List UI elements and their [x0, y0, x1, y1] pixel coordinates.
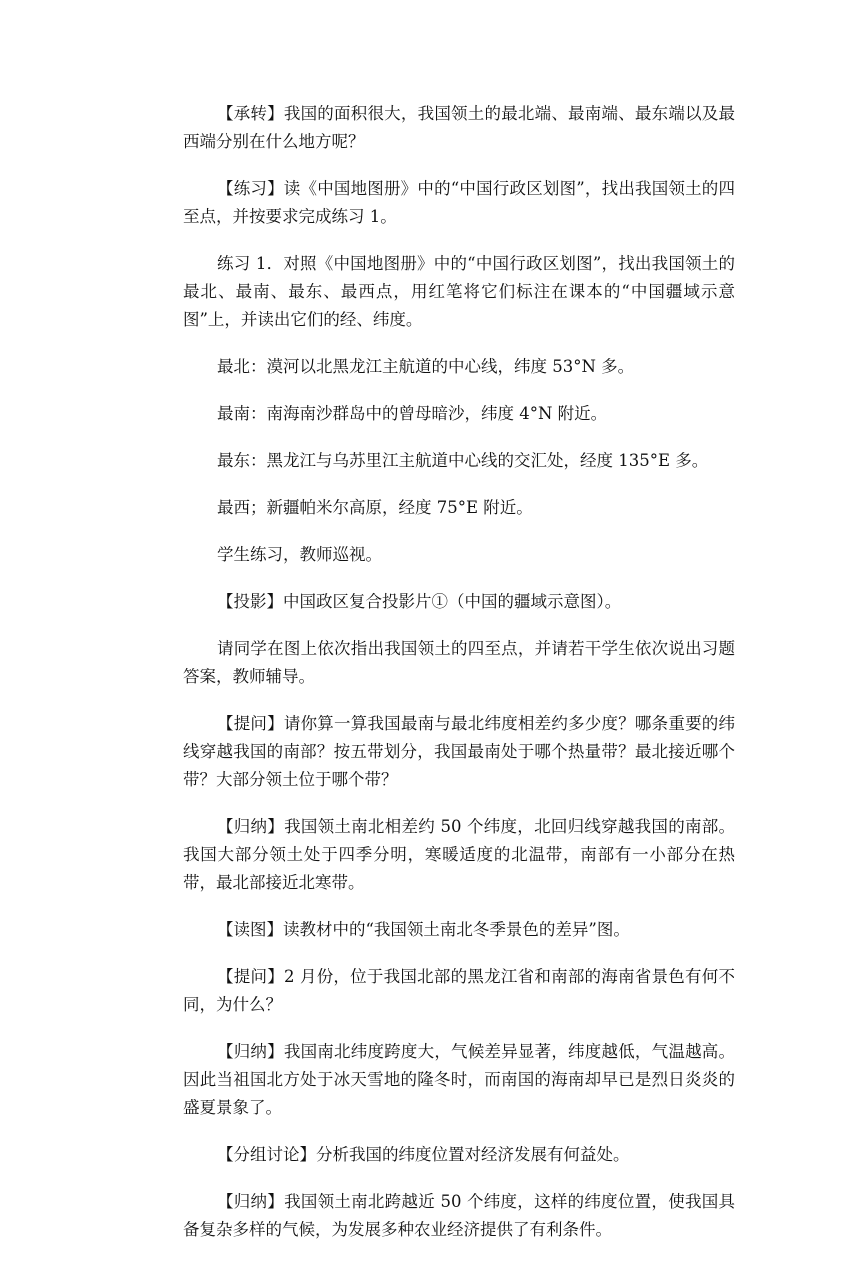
paragraph-westmost: [183, 494, 735, 522]
paragraph-text: 分析我国的纬度位置对经济发展有何益处。: [316, 1145, 630, 1164]
paragraph-text: 中国政区复合投影片①（中国的疆域示意图）。: [283, 592, 622, 611]
paragraph-text: 读《中国地图册》中的“中国行政区划图”，找出我国领土的四至点，并按要求完成练习 1。: [183, 179, 736, 226]
paragraph-tag: 【提问】: [217, 714, 284, 733]
paragraph-text: 请你算一算我国最南与最北纬度相差约多少度？哪条重要的纬线穿越我国的南部？按五带划分，我国最南处于哪个热量带？最北接近哪个带？大部分领土位于哪个带？: [183, 714, 736, 789]
paragraph-read-figure: [183, 916, 735, 944]
paragraph-tag: 【归纳】: [217, 1042, 284, 1061]
paragraph-tag: 【归纳】: [217, 1192, 285, 1211]
paragraph-practice: [183, 175, 735, 231]
paragraph-text: 最东：黑龙江与乌苏里江主航道中心线的交汇处，经度 135°E 多。: [217, 451, 709, 470]
paragraph-text: 最北：漠河以北黑龙江主航道的中心线，纬度 53°N 多。: [217, 357, 635, 376]
paragraph-transition: [183, 100, 735, 156]
paragraph-exercise-1: [183, 250, 735, 334]
paragraph-tag: 【提问】: [217, 967, 284, 986]
paragraph-summary-economy: [183, 1188, 735, 1244]
paragraph-student-practice: [183, 541, 735, 569]
paragraph-eastmost: [183, 447, 735, 475]
paragraph-text: 我国南北纬度跨度大，气候差异显著，纬度越低，气温越高。因此当祖国北方处于冰天雪地的隆冬时，而南国的海南却早已是烈日炎炎的盛夏景象了。: [183, 1042, 736, 1117]
paragraph-tag: 【读图】: [217, 920, 283, 939]
paragraph-text: 请同学在图上依次指出我国领土的四至点，并请若干学生依次说出习题答案，教师辅导。: [183, 639, 735, 686]
paragraph-text: 最西；新疆帕米尔高原，经度 75°E 附近。: [217, 498, 533, 517]
document-body: [183, 100, 735, 1263]
paragraph-northmost: [183, 353, 735, 381]
paragraph-text: 我国领土南北跨越近 50 个纬度，这样的纬度位置，使我国具备复杂多样的气候，为发展多种农业经济提供了有利条件。: [183, 1192, 735, 1239]
paragraph-text: 我国的面积很大，我国领土的最北端、最南端、最东端以及最西端分别在什么地方呢？: [183, 104, 736, 151]
paragraph-tag: 【归纳】: [217, 817, 285, 836]
paragraph-point-out: [183, 635, 735, 691]
paragraph-tag: 【分组讨论】: [217, 1145, 316, 1164]
paragraph-summary-climate: [183, 1038, 735, 1122]
paragraph-text: 2 月份，位于我国北部的黑龙江省和南部的海南省景色有何不同，为什么？: [183, 967, 735, 1014]
paragraph-tag: 【练习】: [217, 179, 284, 198]
paragraph-group-discussion: [183, 1141, 735, 1169]
paragraph-question-february: [183, 963, 735, 1019]
paragraph-question-latitude: [183, 710, 735, 794]
paragraph-text: 最南：南海南沙群岛中的曾母暗沙，纬度 4°N 附近。: [217, 404, 608, 423]
paragraph-tag: 【承转】: [217, 104, 284, 123]
paragraph-text: 练习 1．对照《中国地图册》中的“中国行政区划图”，找出我国领土的最北、最南、最东、最西点，用红笔将它们标注在课本的“中国疆域示意图”上，并读出它们的经、纬度。: [183, 254, 735, 329]
paragraph-text: 我国领土南北相差约 50 个纬度，北回归线穿越我国的南部。我国大部分领土处于四季分明，寒暖适度的北温带，南部有一小部分在热带，最北部接近北寒带。: [183, 817, 735, 892]
paragraph-text: 读教材中的“我国领土南北冬季景色的差异”图。: [283, 920, 630, 939]
paragraph-tag: 【投影】: [217, 592, 283, 611]
paragraph-projection: [183, 588, 735, 616]
paragraph-southmost: [183, 400, 735, 428]
paragraph-summary-zones: [183, 813, 735, 897]
paragraph-text: 学生练习，教师巡视。: [217, 545, 382, 564]
